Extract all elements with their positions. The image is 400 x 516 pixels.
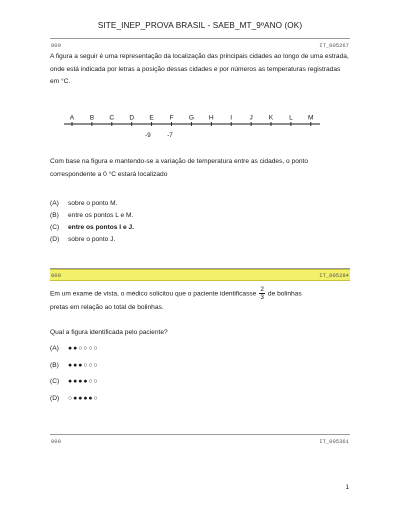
answer-option-a[interactable]: [50, 344, 350, 354]
city-letter-k: K: [268, 114, 274, 122]
header-divider: [50, 38, 350, 39]
question-id: IT_005284: [319, 272, 349, 279]
answer-option-b[interactable]: [50, 361, 350, 371]
option-letter: (A): [50, 200, 59, 207]
question-header: [50, 40, 350, 50]
temperature-label-f: -7: [167, 132, 173, 139]
city-letter-d: D: [129, 114, 135, 122]
answer-option-b[interactable]: [50, 211, 350, 221]
city-letter-g: G: [188, 114, 194, 122]
option-text: sobre o ponto J.: [68, 236, 116, 243]
option-letter: (B): [50, 212, 59, 219]
number-line-letters: [70, 115, 314, 122]
city-letter-c: C: [109, 114, 115, 122]
dots-figure: ○●●●●○: [68, 395, 99, 402]
dots-figure: ●●○○○○: [68, 345, 99, 352]
option-text: sobre o ponto M.: [68, 200, 118, 207]
question-header: [50, 436, 350, 446]
city-letter-f: F: [169, 114, 174, 122]
answer-option-d[interactable]: [50, 235, 350, 245]
option-text: entre os pontos L e M.: [68, 212, 134, 219]
question-code: 000: [51, 42, 61, 49]
page-header-title: SITE_INEP_PROVA BRASIL - SAEB_MT_9ºANO (OK): [97, 21, 303, 30]
question-prompt: Qual a figura identificada pelo paciente?: [50, 329, 168, 336]
statement-text: Em um exame de vista, o médico solicitou que o paciente identificasse: [50, 290, 257, 298]
answer-option-c[interactable]: [50, 377, 350, 387]
option-letter: (B): [50, 362, 59, 369]
fraction: [259, 286, 265, 301]
option-letter: (C): [50, 378, 60, 385]
city-letter-e: E: [149, 114, 154, 122]
city-letter-j: J: [249, 114, 253, 122]
fraction-denominator: 3: [260, 294, 264, 301]
city-letter-b: B: [89, 114, 95, 122]
page-number: 1: [345, 484, 349, 491]
answer-option-a[interactable]: [50, 199, 350, 209]
question-id: IT_005267: [319, 42, 349, 49]
answer-option-c[interactable]: [50, 223, 350, 233]
option-text-correct: entre os pontos I e J.: [68, 224, 134, 231]
question-prompt: Com base na figura e mantendo-se a variação de temperatura entre as cidades, o ponto correspondente a 0 °C estará localizado: [50, 158, 309, 178]
option-letter: (D): [50, 395, 60, 402]
city-letter-a: A: [69, 114, 75, 122]
question-code: 000: [51, 272, 61, 279]
question-statement: [50, 286, 350, 301]
fraction-numerator: 2: [260, 286, 264, 293]
city-letter-i: I: [230, 114, 233, 122]
option-letter: (A): [50, 345, 59, 352]
question-divider: [50, 434, 350, 435]
dots-figure: ●●●●○○: [68, 378, 99, 385]
statement-text-end: de bolinhas: [267, 290, 302, 298]
dots-figure: ●●●○○○: [68, 362, 99, 369]
answer-option-d[interactable]: [50, 394, 350, 404]
city-letter-m: M: [308, 114, 314, 122]
number-line-figure: [64, 114, 334, 144]
question-code: 000: [51, 438, 61, 445]
question-header-highlighted: [50, 269, 350, 281]
city-letter-h: H: [208, 114, 214, 122]
question-statement-line2: pretas em relação ao total de bolinhas.: [50, 304, 164, 311]
option-letter: (C): [50, 224, 60, 231]
question-statement: A figura a seguir é uma representação da localização das principais cidades ao longo de uma estrada, onde está indicada por letras a posição dessas cidades e por números as temperaturas registradas em °C.: [50, 53, 349, 86]
temperature-label-e: -9: [145, 132, 151, 139]
question-id: IT_005361: [319, 438, 349, 445]
city-letter-l: L: [289, 114, 293, 122]
option-letter: (D): [50, 236, 60, 243]
